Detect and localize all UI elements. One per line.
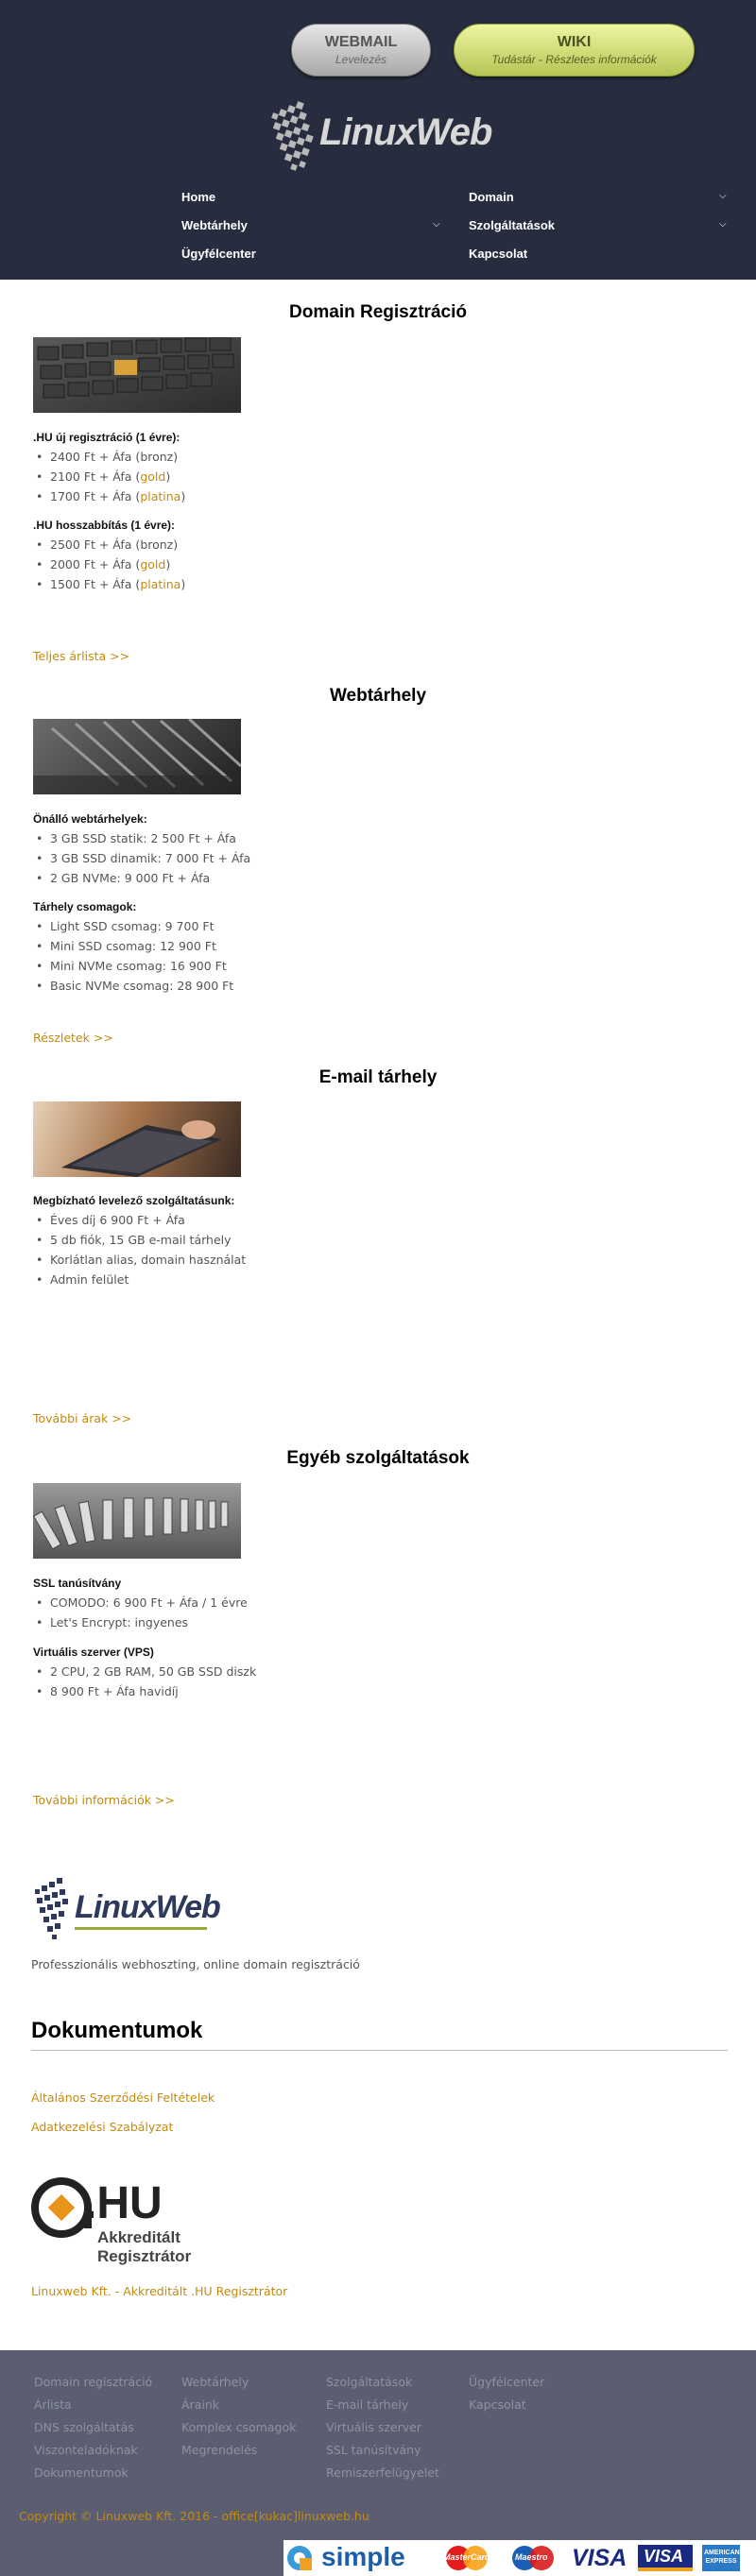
chevron-down-icon[interactable]: ⌵: [433, 219, 440, 230]
list-item: • 1700 Ft + Áfa (platina): [33, 486, 185, 506]
list-item: • 2100 Ft + Áfa (gold): [33, 467, 185, 486]
footer-link[interactable]: Dokumentumok: [34, 2465, 129, 2480]
site-footer: [0, 2350, 756, 2576]
footer-link[interactable]: Virtuális szerver: [326, 2420, 421, 2434]
wiki-subtitle: Tudástár - Részletes információk: [491, 53, 657, 66]
footer-col-webtarhely: [181, 2371, 296, 2462]
payment-logos: [284, 2540, 756, 2576]
nav-webtarhely[interactable]: Webtárhely: [181, 218, 248, 232]
footer-logo[interactable]: [31, 1870, 230, 1944]
webmail-button[interactable]: [291, 24, 431, 77]
list-item: • 2400 Ft + Áfa (bronz): [33, 447, 185, 467]
amex-text: AMERICAN EXPRESS: [704, 2550, 740, 2565]
dominoes-image: [33, 1483, 241, 1559]
webtarhely-title: Webtárhely: [329, 686, 427, 706]
footer-link[interactable]: Áraink: [181, 2397, 219, 2412]
list-item: • 3 GB SSD statik: 2 500 Ft + Áfa: [33, 828, 250, 848]
simple-pay-logo: [284, 2542, 430, 2571]
visa-text: VISA: [572, 2545, 627, 2571]
site-logo[interactable]: [266, 93, 493, 179]
footer-link[interactable]: Ügyfélcenter: [469, 2375, 545, 2389]
footer-link[interactable]: Domain regisztráció: [34, 2375, 153, 2389]
nav-szolgaltatasok[interactable]: Szolgáltatások: [469, 218, 556, 232]
chevron-down-icon[interactable]: ⌵: [719, 191, 727, 201]
logo-mark-icon: [266, 93, 323, 179]
terms-link[interactable]: Általános Szerződési Feltételek: [31, 2090, 215, 2105]
visa-electron-logo: [638, 2545, 693, 2571]
simple-text: simple: [321, 2542, 405, 2571]
amex-logo: [702, 2545, 740, 2571]
registrar-link[interactable]: Linuxweb Kft. - Akkreditált .HU Regisztrátor: [31, 2284, 288, 2298]
list-item: • Admin felület: [33, 1270, 246, 1289]
footer-link[interactable]: Webtárhely: [181, 2375, 249, 2389]
egyeb-more-link[interactable]: További információk >>: [33, 1793, 175, 1807]
list-item: • 3 GB SSD dinamik: 7 000 Ft + Áfa: [33, 848, 250, 868]
footer-link[interactable]: E-mail tárhely: [326, 2397, 409, 2412]
list-item: • 2 CPU, 2 GB RAM, 50 GB SSD diszk: [33, 1662, 256, 1681]
email-more-link[interactable]: További árak >>: [33, 1411, 132, 1425]
visa-electron-text: VISA: [644, 2547, 684, 2566]
list-item: • Mini SSD csomag: 12 900 Ft: [33, 936, 233, 956]
logo-mark-icon: [31, 1870, 78, 1944]
email-list: [33, 1210, 246, 1289]
list-item: • 1500 Ft + Áfa (platina): [33, 574, 185, 594]
footer-col-domain: [34, 2371, 152, 2484]
webmail-title: WEBMAIL: [324, 34, 398, 50]
wiki-title: WIKI: [557, 34, 592, 50]
domain-new-list: [33, 447, 185, 506]
webtarhely-more-link[interactable]: Részletek >>: [33, 1031, 113, 1045]
keyboard-image: [33, 337, 241, 413]
nav-domain[interactable]: Domain: [469, 190, 514, 204]
footer-col-szolgaltatasok: [326, 2371, 439, 2484]
privacy-link[interactable]: Adatkezelési Szabályzat: [31, 2120, 174, 2134]
nav-kapcsolat[interactable]: Kapcsolat: [469, 247, 528, 261]
webmail-subtitle: Levelezés: [335, 53, 387, 66]
ssl-list: [33, 1593, 248, 1632]
maestro-text: Maestro: [515, 2552, 548, 2562]
email-heading: Megbízható levelező szolgáltatásunk:: [33, 1194, 235, 1207]
list-item: • 2 GB NVMe: 9 000 Ft + Áfa: [33, 868, 250, 888]
vps-heading: Virtuális szerver (VPS): [33, 1646, 154, 1659]
laptop-image: [33, 1101, 241, 1177]
divider: [31, 2050, 728, 2051]
footer-link[interactable]: Szolgáltatások: [326, 2375, 413, 2389]
logo-text: LinuxWeb: [319, 111, 492, 153]
footer-link[interactable]: DNS szolgáltatás: [34, 2420, 134, 2434]
footer-link[interactable]: Remiszerfelügyelet: [326, 2465, 439, 2480]
wiki-button[interactable]: [454, 24, 695, 77]
list-item: • Éves díj 6 900 Ft + Áfa: [33, 1210, 246, 1230]
webtarhely-heading-1: Önálló webtárhelyek:: [33, 812, 147, 826]
mastercard-logo: [439, 2545, 496, 2571]
main-content: [0, 280, 756, 2311]
list-item: • Korlátlan alias, domain használat: [33, 1250, 246, 1270]
nav-ugyfelcenter[interactable]: Ügyfélcenter: [181, 247, 256, 261]
vps-list: [33, 1662, 256, 1701]
hu-line1: Akkreditált: [97, 2228, 180, 2246]
site-header: [0, 0, 756, 280]
email-title: E-mail tárhely: [318, 1067, 438, 1087]
mastercard-text: MasterCard: [443, 2552, 490, 2562]
footer-col-ugyfelcenter: [469, 2371, 544, 2416]
list-item: • Let's Encrypt: ingyenes: [33, 1612, 248, 1632]
documents-title: Dokumentumok: [31, 2018, 203, 2043]
domain-more-link[interactable]: Teljes árlista >>: [33, 649, 130, 663]
domain-renew-list: [33, 535, 185, 594]
list-item: • Basic NVMe csomag: 28 900 Ft: [33, 976, 233, 996]
list-item: • 2000 Ft + Áfa (gold): [33, 554, 185, 574]
simple-logo-icon: [285, 2544, 318, 2572]
footer-link[interactable]: Viszonteladóknak: [34, 2443, 138, 2457]
list-item: • Light SSD csomag: 9 700 Ft: [33, 916, 233, 936]
footer-link[interactable]: Kapcsolat: [469, 2397, 526, 2412]
logo-underline: [75, 1927, 207, 1930]
hu-registrar-logo: [31, 2175, 201, 2270]
chevron-down-icon[interactable]: ⌵: [719, 219, 727, 230]
webtarhely-heading-2: Tárhely csomagok:: [33, 900, 137, 913]
list-item: • COMODO: 6 900 Ft + Áfa / 1 évre: [33, 1593, 248, 1612]
domain-renew-heading: .HU hosszabbítás (1 évre):: [33, 519, 176, 532]
footer-link[interactable]: Komplex csomagok: [181, 2420, 297, 2434]
maestro-logo: [506, 2545, 562, 2571]
list-item: • 2500 Ft + Áfa (bronz): [33, 535, 185, 554]
domain-new-heading: .HU új regisztráció (1 évre):: [33, 431, 180, 444]
list-item: • 5 db fiók, 15 GB e-mail tárhely: [33, 1230, 246, 1250]
egyeb-title: Egyéb szolgáltatások: [286, 1448, 470, 1468]
ssl-heading: SSL tanúsítvány: [33, 1577, 122, 1590]
footer-link[interactable]: Megrendelés: [181, 2443, 258, 2457]
footer-link[interactable]: Árlista: [34, 2397, 72, 2412]
footer-logo-text: LinuxWeb: [75, 1889, 220, 1925]
server-rack-image: [33, 719, 241, 794]
webtarhely-list-2: [33, 916, 233, 996]
domain-title: Domain Regisztráció: [289, 302, 467, 322]
hu-mark: .HU: [84, 2178, 163, 2228]
list-item: • Mini NVMe csomag: 16 900 Ft: [33, 956, 233, 976]
nav-home[interactable]: Home: [181, 190, 216, 204]
list-item: • 8 900 Ft + Áfa havidíj: [33, 1681, 256, 1701]
site-tagline: Professzionális webhoszting, online domain regisztráció: [31, 1957, 360, 1971]
hu-line2: Regisztrátor: [97, 2247, 192, 2265]
copyright: Copyright © Linuxweb Kft. 2016 - office[kukac]linuxweb.hu: [19, 2509, 369, 2523]
webtarhely-list-1: [33, 828, 250, 888]
visa-logo: [572, 2545, 630, 2571]
footer-link[interactable]: SSL tanúsítvány: [326, 2443, 421, 2457]
